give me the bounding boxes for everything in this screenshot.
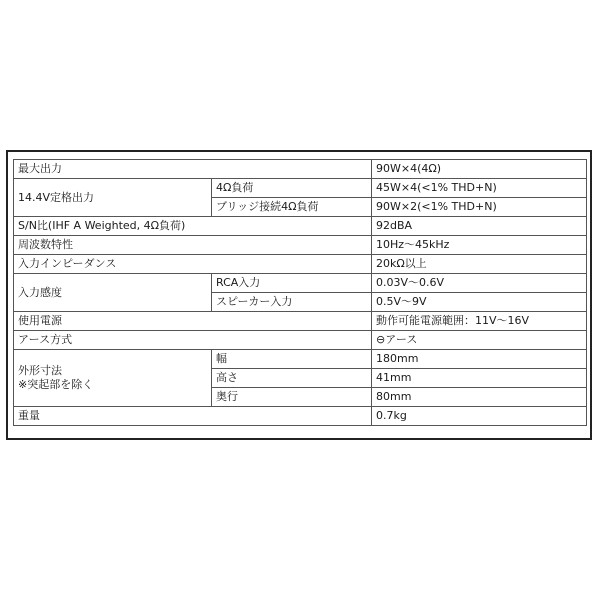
table-row (14, 407, 587, 426)
max-output-label: 最大出力 (14, 160, 372, 179)
sensitivity-value: 0.03V～0.6V (372, 274, 587, 293)
rated-output-value: 45W×4(<1% THD+N) (372, 179, 587, 198)
dimensions-value: 180mm (372, 350, 587, 369)
dimensions-value: 80mm (372, 388, 587, 407)
power-value: 動作可能電源範囲：11V～16V (372, 312, 587, 331)
weight-value: 0.7kg (372, 407, 587, 426)
table-row (14, 331, 587, 350)
power-label: 使用電源 (14, 312, 372, 331)
table-row (14, 236, 587, 255)
table-row (14, 179, 587, 198)
freq-label: 周波数特性 (14, 236, 372, 255)
sensitivity-sub: RCA入力 (212, 274, 372, 293)
dimensions-sub: 高さ (212, 369, 372, 388)
sensitivity-label: 入力感度 (14, 274, 212, 312)
rated-output-value: 90W×2(<1% THD+N) (372, 198, 587, 217)
ground-value: ⊖アース (372, 331, 587, 350)
table-row (14, 160, 587, 179)
sn-ratio-label: S/N比(IHF A Weighted, 4Ω負荷) (14, 217, 372, 236)
dimensions-sub: 奥行 (212, 388, 372, 407)
rated-output-label: 14.4V定格出力 (14, 179, 212, 217)
table-row (14, 312, 587, 331)
sensitivity-sub: スピーカー入力 (212, 293, 372, 312)
impedance-value: 20kΩ以上 (372, 255, 587, 274)
sn-ratio-value: 92dBA (372, 217, 587, 236)
dimensions-value: 41mm (372, 369, 587, 388)
impedance-label: 入力インピーダンス (14, 255, 372, 274)
freq-value: 10Hz～45kHz (372, 236, 587, 255)
dimensions-label (14, 350, 212, 407)
spec-table (13, 159, 587, 426)
table-row (14, 255, 587, 274)
rated-output-sub: 4Ω負荷 (212, 179, 372, 198)
table-row (14, 274, 587, 293)
table-row (14, 350, 587, 369)
weight-label: 重量 (14, 407, 372, 426)
max-output-value: 90W×4(4Ω) (372, 160, 587, 179)
table-row (14, 217, 587, 236)
dimensions-sub: 幅 (212, 350, 372, 369)
sensitivity-value: 0.5V～9V (372, 293, 587, 312)
dimensions-label-line2: ※突起部を除く (18, 378, 94, 391)
ground-label: アース方式 (14, 331, 372, 350)
dimensions-label-line1: 外形寸法 (18, 364, 62, 377)
rated-output-sub: ブリッジ接続4Ω負荷 (212, 198, 372, 217)
